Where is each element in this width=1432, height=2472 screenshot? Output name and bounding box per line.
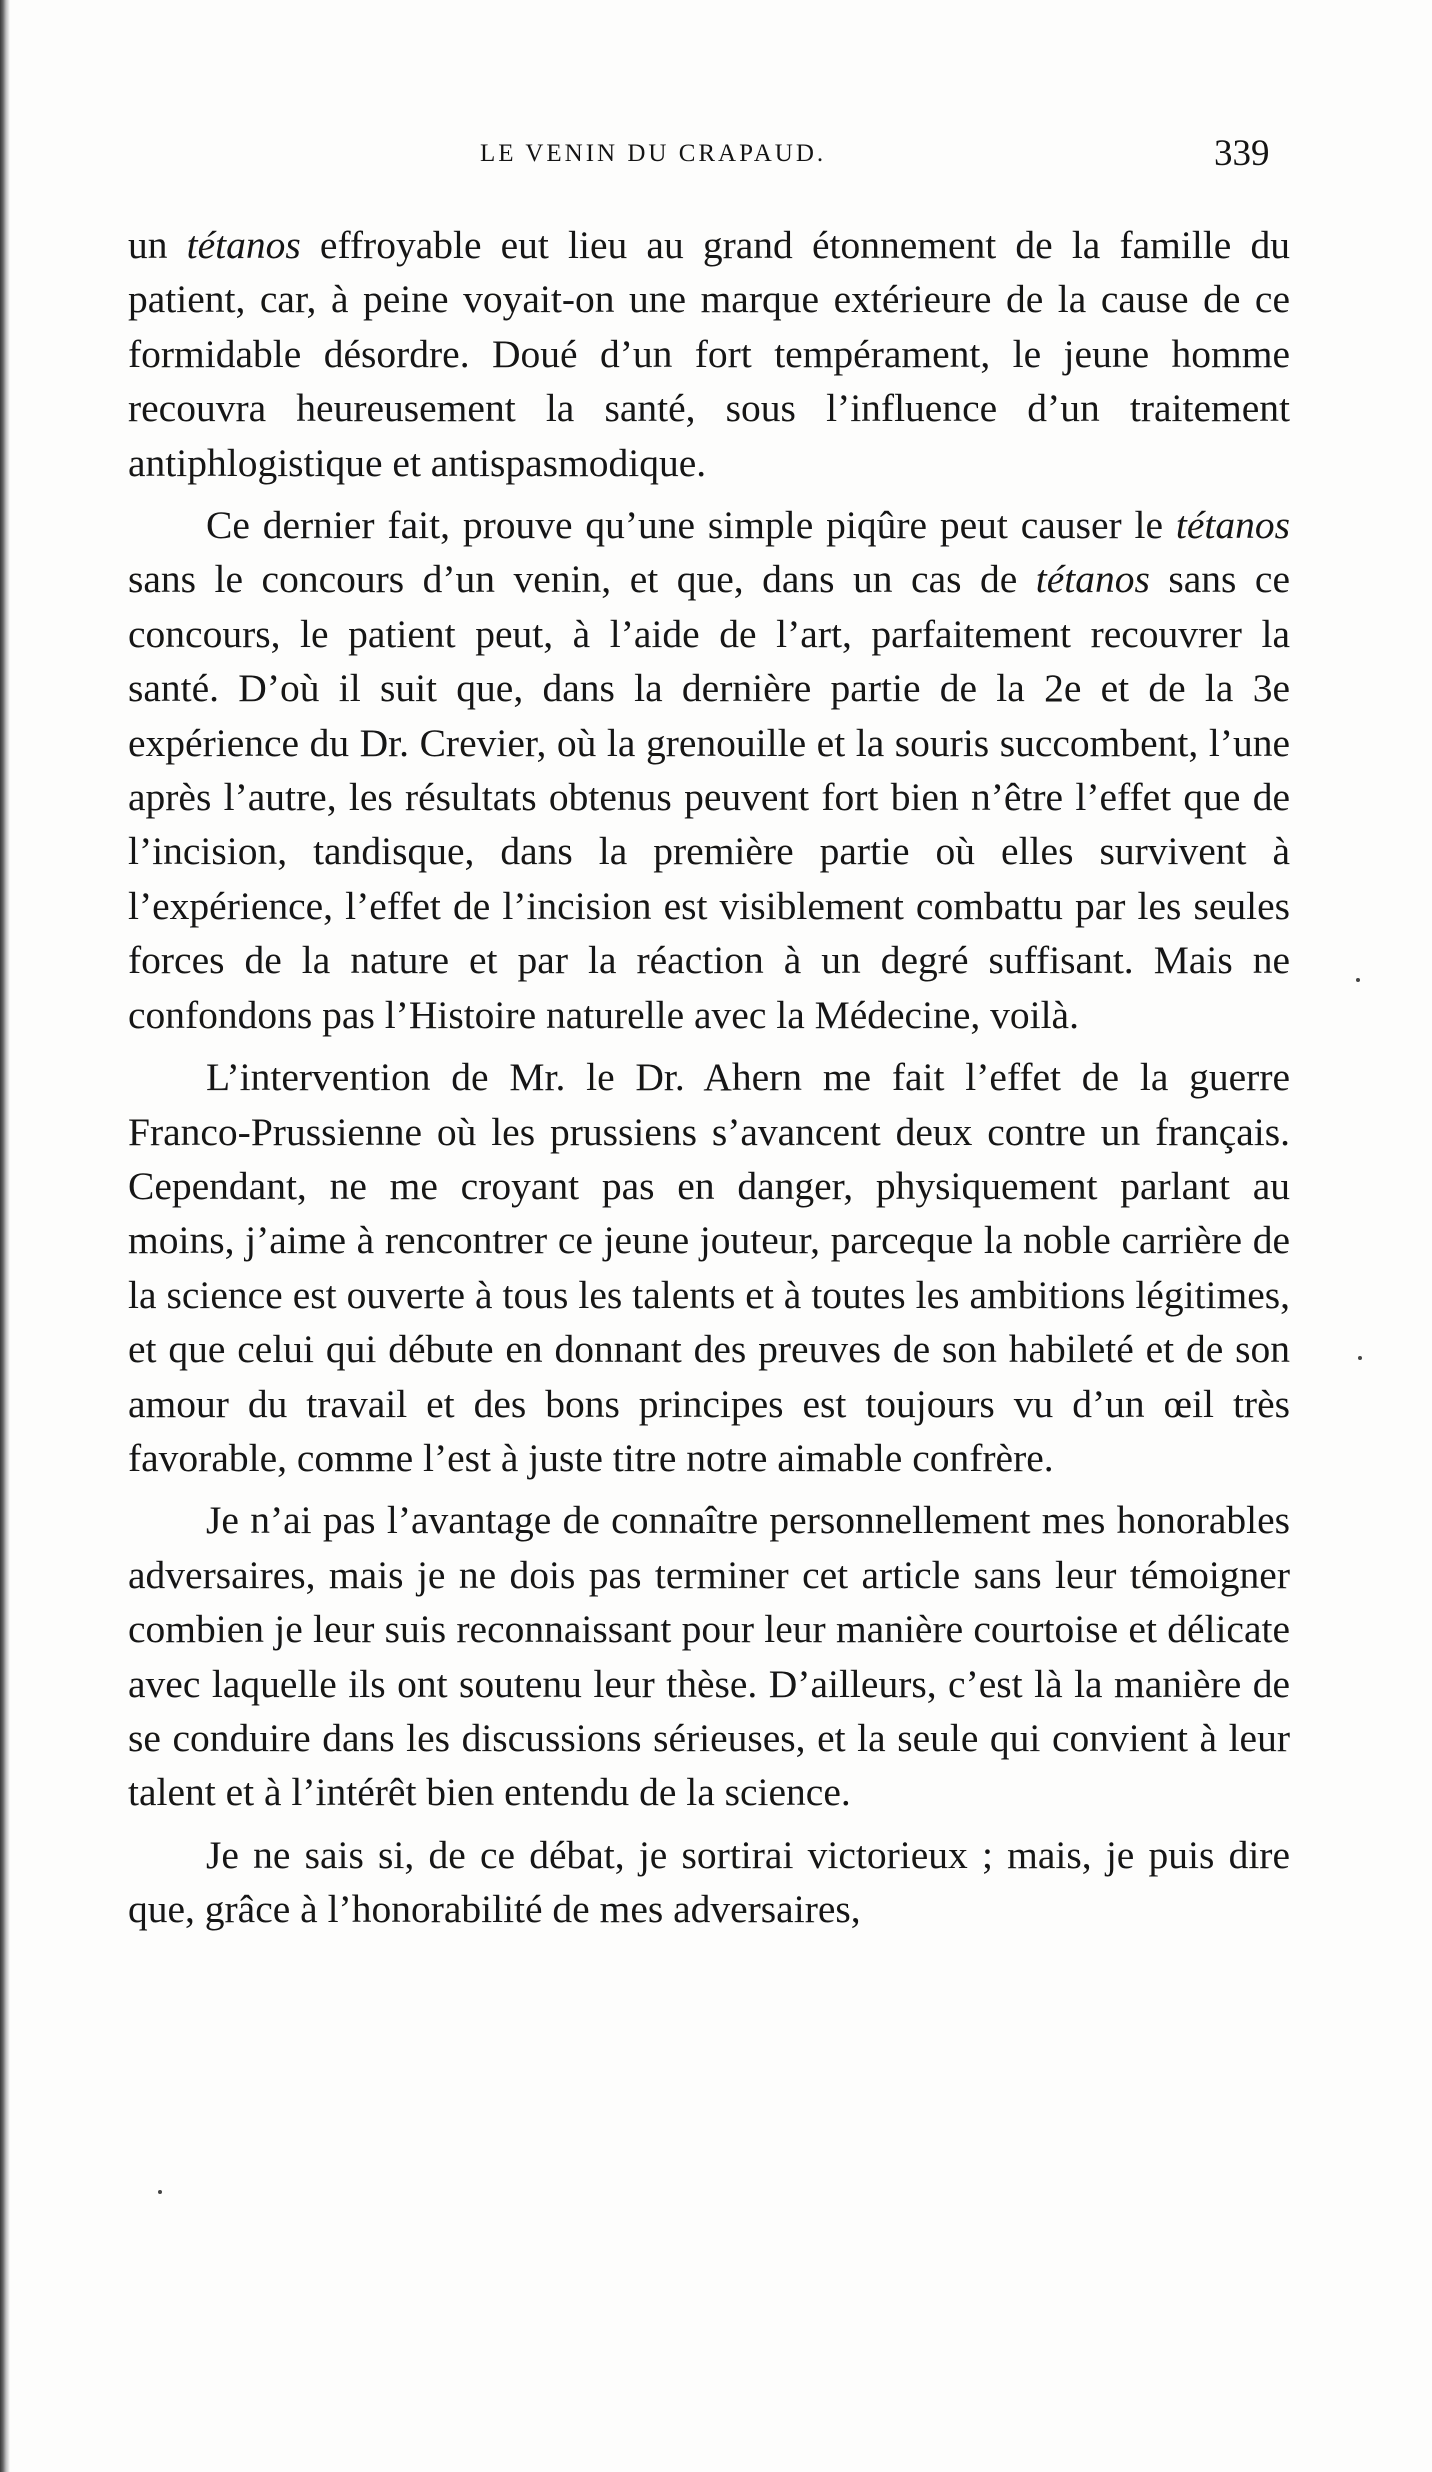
paragraph-3: L’intervention de Mr. le Dr. Ahern me fait l’effet de la guerre Franco-Prussienne où les prussiens s’avancent deux contre un français. Cependant, ne me croyant pas en danger, physiquement parlant au moins, j’aime à rencontrer ce jeune jouteur, parceque la noble carrière de la science est ouverte à tous les talents et à toutes les ambitions légitimes, et que celui qui débute en donnant des preuves de son habileté et de son amour du travail et des bons principes est toujours vu d’un œil très favorable, comme l’est à juste titre notre aimable confrère. — [128, 1055, 1290, 1480]
paragraph-5: Je ne sais si, de ce débat, je sortirai victorieux ; mais, je puis dire que, grâce à l’honorabilité de mes adversaires, — [128, 1832, 1290, 1932]
scan-speck — [1356, 978, 1360, 982]
scan-speck — [1358, 1356, 1362, 1360]
paragraph-1-text-b: effroyable eut lieu au grand étonnement de la famille du patient, car, à peine voyait-on une marque extérieure de la cause de ce formidable désordre. Doué d’un fort tempérament, le jeune homme recouvra heureusement la santé, sous l’influence d’un traitement antiphlogistique et antispasmodique. — [128, 223, 1290, 485]
paragraph-4: Je n’ai pas l’avantage de connaître personnellement mes honorables adversaires, mais je ne dois pas terminer cet article sans leur témoigner combien je leur suis reconnaissant pour leur manière courtoise et délicate avec laquelle ils ont soutenu leur thèse. D’ailleurs, c’est là la manière de se conduire dans les discussions sérieuses, et la seule qui convient à leur talent et à l’intérêt bien entendu de la science. — [128, 1498, 1290, 1815]
paragraph-2-italic-term-1: tétanos — [1175, 503, 1290, 548]
paragraph-1 — [128, 218, 1290, 490]
paragraph-1-text-a: un — [128, 223, 187, 267]
paragraph-2 — [128, 498, 1290, 1042]
paragraph-2-text-a: Ce dernier fait, prouve qu’une simple piqûre peut causer le — [206, 503, 1176, 548]
running-title: LE VENIN DU CRAPAUD. — [480, 140, 827, 167]
paragraph-2-text-b: sans le concours d’un venin, et que, dans un cas de — [128, 557, 1036, 602]
page-number: 339 — [1214, 133, 1270, 174]
paragraph-2-text-c: sans ce concours, le patient peut, à l’aide de l’art, parfaitement recouvrer la santé. D’où il suit que, dans la dernière partie de la 2e et de la 3e expérience du Dr. Crevier, où la grenouille et la souris succombent, l’une après l’autre, les résultats obtenus peuvent fort bien n’être l’effet que de l’incision, tandisque, dans la première partie où elles survivent à l’expérience, l’effet de l’incision est visiblement combattu par les seules forces de la nature et par la réaction à un degré suffisant. Mais ne confondons pas l’Histoire naturelle avec la Médecine, voilà. — [128, 557, 1290, 1037]
book-binding-edge — [0, 0, 10, 2472]
body-text — [128, 218, 1290, 1945]
paragraph-2-italic-term-2: tétanos — [1035, 557, 1150, 602]
paragraph-1-italic-term: tétanos — [186, 223, 301, 267]
scan-speck — [158, 2190, 162, 2194]
